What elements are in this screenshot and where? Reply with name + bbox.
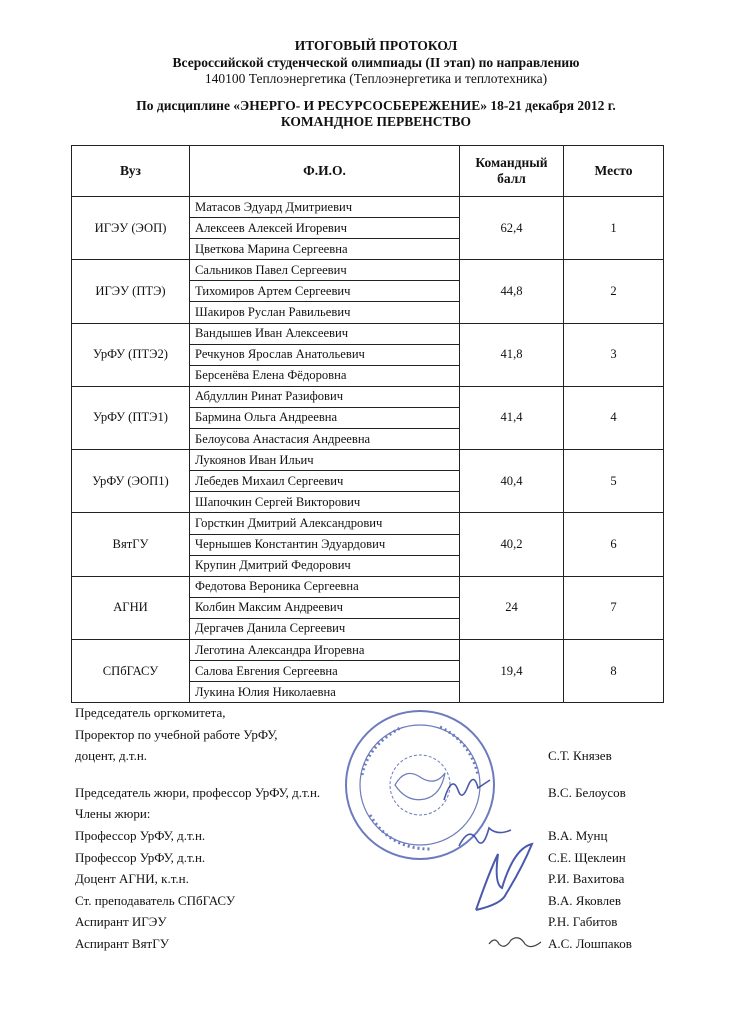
team-place-cell: 2 — [564, 260, 664, 323]
member-name-cell: Чернышев Константин Эдуардович — [190, 534, 460, 555]
jury-member-row — [75, 911, 675, 933]
jury-member-row — [75, 868, 675, 890]
championship-line: КОМАНДНОЕ ПЕРВЕНСТВО — [280, 114, 472, 129]
team-place-cell: 5 — [564, 450, 664, 513]
table-body — [72, 197, 664, 703]
member-name-cell: Тихомиров Артем Сергеевич — [190, 281, 460, 302]
member-name-cell: Шапочкин Сергей Викторович — [190, 492, 460, 513]
member-name-cell: Лебедев Михаил Сергеевич — [190, 471, 460, 492]
member-name-cell: Берсенёва Елена Фёдоровна — [190, 365, 460, 386]
member-name-cell: Алексеев Алексей Игоревич — [190, 218, 460, 239]
team-score-cell: 44,8 — [460, 260, 564, 323]
team-place-cell: 4 — [564, 386, 664, 449]
table-row — [72, 197, 664, 218]
jury-member-row — [75, 825, 675, 847]
team-university-cell: СПбГАСУ — [72, 639, 190, 702]
jury-member-row — [75, 890, 675, 912]
member-name-cell: Лукоянов Иван Ильич — [190, 450, 460, 471]
column-header-name: Ф.И.О. — [190, 146, 460, 197]
member-name-cell: Лукина Юлия Николаевна — [190, 682, 460, 703]
team-score-cell: 24 — [460, 576, 564, 639]
team-score-cell: 40,2 — [460, 513, 564, 576]
column-header-university: Вуз — [72, 146, 190, 197]
jury-member-role: Профессор УрФУ, д.т.н. — [75, 827, 206, 843]
table-row — [72, 513, 664, 534]
direction-line: 140100 Теплоэнергетика (Теплоэнергетика и теплотехника) — [204, 71, 548, 86]
team-place-cell: 6 — [564, 513, 664, 576]
jury-member-role: Ст. преподаватель СПбГАСУ — [75, 892, 236, 908]
team-place-cell: 8 — [564, 639, 664, 702]
jury-member-name: С.Е. Щеклеин — [548, 849, 626, 865]
member-name-cell: Цветкова Марина Сергеевна — [190, 239, 460, 260]
table-row — [72, 450, 664, 471]
org-chair-name: С.Т. Князев — [548, 748, 612, 764]
jury-chair-name: В.С. Белоусов — [548, 784, 626, 800]
member-name-cell: Абдуллин Ринат Разифович — [190, 386, 460, 407]
member-name-cell: Белоусова Анастасия Андреевна — [190, 429, 460, 450]
member-name-cell: Матасов Эдуард Дмитриевич — [190, 197, 460, 218]
team-score-cell: 40,4 — [460, 450, 564, 513]
jury-member-name: Р.Н. Габитов — [548, 914, 618, 930]
org-chair-label-line3: доцент, д.т.н. — [75, 748, 148, 764]
member-name-cell: Сальников Павел Сергеевич — [190, 260, 460, 281]
table-row — [72, 323, 664, 344]
team-place-cell: 3 — [564, 323, 664, 386]
member-name-cell: Дергачев Данила Сергеевич — [190, 618, 460, 639]
jury-member-role: Аспирант ВятГУ — [75, 935, 169, 951]
jury-member-role: Аспирант ИГЭУ — [75, 914, 167, 930]
member-name-cell: Шакиров Руслан Равильевич — [190, 302, 460, 323]
member-name-cell: Крупин Дмитрий Федорович — [190, 555, 460, 576]
member-name-cell: Бармина Ольга Андреевна — [190, 407, 460, 428]
member-name-cell: Колбин Максим Андреевич — [190, 597, 460, 618]
team-score-cell: 62,4 — [460, 197, 564, 260]
member-name-cell: Леготина Александра Игоревна — [190, 639, 460, 660]
results-table — [71, 145, 664, 703]
team-university-cell: АГНИ — [72, 576, 190, 639]
jury-members-label: Члены жюри: — [75, 806, 151, 822]
jury-member-name: В.А. Мунц — [548, 827, 608, 843]
table-row — [72, 639, 664, 660]
jury-member-role: Доцент АГНИ, к.т.н. — [75, 871, 189, 887]
member-name-cell: Речкунов Ярослав Анатольевич — [190, 344, 460, 365]
column-header-score: Командный балл — [460, 146, 564, 197]
team-university-cell: УрФУ (ПТЭ2) — [72, 323, 190, 386]
team-university-cell: УрФУ (ЭОП1) — [72, 450, 190, 513]
member-name-cell: Салова Евгения Сергеевна — [190, 661, 460, 682]
jury-member-row — [75, 847, 675, 869]
jury-member-name: А.С. Лошпаков — [548, 935, 632, 951]
org-chair-label-line1: Председатель оргкомитета, — [75, 705, 226, 720]
team-score-cell: 19,4 — [460, 639, 564, 702]
table-header-row — [72, 146, 664, 197]
team-place-cell: 1 — [564, 197, 664, 260]
discipline-line: По дисциплине «ЭНЕРГО- И РЕСУРСОСБЕРЕЖЕНИЕ» 18-21 декабря 2012 г. — [136, 97, 616, 113]
team-university-cell: ИГЭУ (ПТЭ) — [72, 260, 190, 323]
document-header — [70, 38, 682, 131]
signatures-block — [75, 702, 675, 955]
jury-members-list — [75, 825, 675, 955]
protocol-title: ИТОГОВЫЙ ПРОТОКОЛ — [294, 38, 458, 53]
team-university-cell: УрФУ (ПТЭ1) — [72, 386, 190, 449]
jury-chair-label: Председатель жюри, профессор УрФУ, д.т.н. — [75, 784, 321, 800]
team-university-cell: ВятГУ — [72, 513, 190, 576]
team-score-cell: 41,8 — [460, 323, 564, 386]
jury-member-name: Р.И. Вахитова — [548, 871, 625, 887]
table-row — [72, 260, 664, 281]
table-row — [72, 576, 664, 597]
jury-member-role: Профессор УрФУ, д.т.н. — [75, 849, 206, 865]
table-row — [72, 386, 664, 407]
jury-member-name: В.А. Яковлев — [548, 892, 621, 908]
member-name-cell: Федотова Вероника Сергеевна — [190, 576, 460, 597]
column-header-place: Место — [564, 146, 664, 197]
member-name-cell: Вандышев Иван Алексеевич — [190, 323, 460, 344]
protocol-subtitle: Всероссийской студенческой олимпиады (II этап) по направлению — [172, 54, 580, 70]
org-chair-label-line2: Проректор по учебной работе УрФУ, — [75, 726, 278, 742]
team-university-cell: ИГЭУ (ЭОП) — [72, 197, 190, 260]
team-place-cell: 7 — [564, 576, 664, 639]
jury-member-row — [75, 933, 675, 955]
team-score-cell: 41,4 — [460, 386, 564, 449]
member-name-cell: Горсткин Дмитрий Александрович — [190, 513, 460, 534]
